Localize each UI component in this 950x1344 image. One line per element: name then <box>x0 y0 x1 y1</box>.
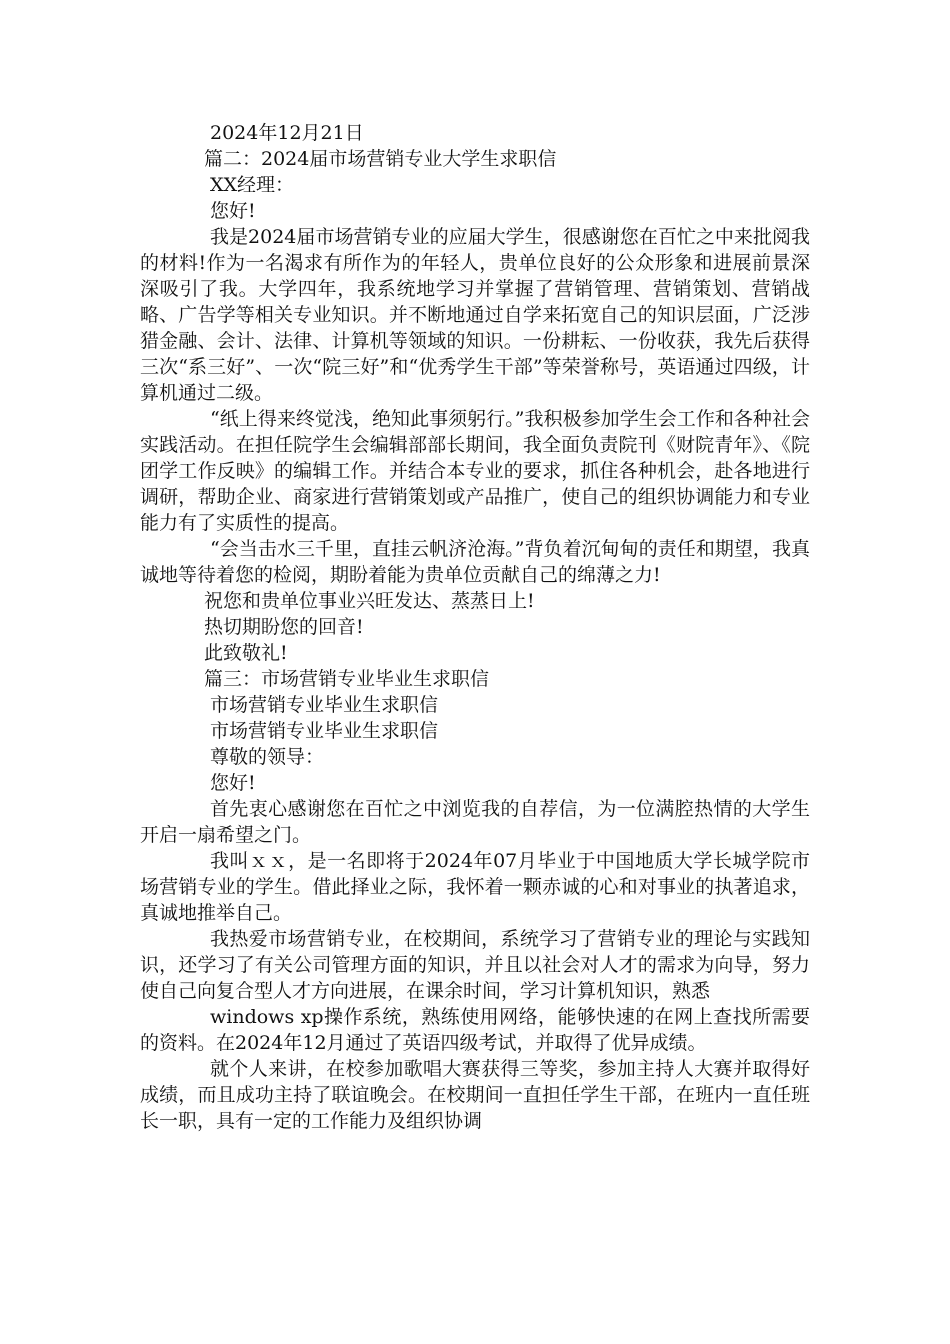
section2-salutation: XX经理： <box>210 174 295 196</box>
section3-title-1: 市场营销专业毕业生求职信 <box>210 694 439 716</box>
section2-paragraph-2: “纸上得来终觉浅，绝知此事须躬行。”我积极参加学生会工作和各种社会实践活动。在担任院学生会编辑部部长期间，我全面负责院刊《财院青年》、《院团学工作反映》的编辑工作。并结合本专业的要求，抓住各种机会，赴各地进行调研，帮助企业、商家进行营销策划或产品推广，使自己的组织协调能力和专业能力有了实质性的提高。 <box>140 408 810 534</box>
section3-salutation: 尊敬的领导： <box>210 746 325 768</box>
section3-paragraph-2: 我叫ｘｘ，是一名即将于2024年07月毕业于中国地质大学长城学院市场营销专业的学生。借此择业之际，我怀着一颗赤诚的心和对事业的执著追求，真诚地推举自己。 <box>140 850 810 924</box>
section2-heading: 篇二：2024届市场营销专业大学生求职信 <box>204 148 557 170</box>
section2-wish: 祝您和贵单位事业兴旺发达、蒸蒸日上! <box>204 590 535 612</box>
date-line: 2024年12月21日 <box>210 122 364 144</box>
document-body <box>140 120 810 1134</box>
section2-paragraph-3: “会当击水三千里，直挂云帆济沧海。”背负着沉甸甸的责任和期望，我真诚地等待着您的检阅，期盼着能为贵单位贡献自己的绵薄之力! <box>140 538 810 586</box>
section2-hope: 热切期盼您的回音! <box>204 616 364 638</box>
section3-greeting: 您好! <box>210 772 256 794</box>
section3-paragraph-4: windows xp操作系统，熟练使用网络，能够快速的在网上查找所需要的资料。在2024年12月通过了英语四级考试，并取得了优异成绩。 <box>140 1006 810 1054</box>
section3-paragraph-5: 就个人来讲，在校参加歌唱大赛获得三等奖，参加主持人大赛并取得好成绩，而且成功主持了联谊晚会。在校期间一直担任学生干部，在班内一直任班长一职，具有一定的工作能力及组织协调 <box>140 1058 810 1132</box>
section3-heading: 篇三：市场营销专业毕业生求职信 <box>204 668 490 690</box>
section2-greeting: 您好! <box>210 200 256 222</box>
section2-paragraph-1: 我是2024届市场营销专业的应届大学生，很感谢您在百忙之中来批阅我的材料!作为一名渴求有所作为的年轻人，贵单位良好的公众形象和进展前景深深吸引了我。大学四年，我系统地学习并掌握了营销管理、营销策划、营销战略、广告学等相关专业知识。并不断地通过自学来拓宽自己的知识层面，广泛涉猎金融、会计、法律、计算机等领域的知识。一份耕耘、一份收获，我先后获得三次“系三好”、一次“院三好”和“优秀学生干部”等荣誉称号，英语通过四级，计算机通过二级。 <box>140 226 810 404</box>
section3-paragraph-1: 首先衷心感谢您在百忙之中浏览我的自荐信，为一位满腔热情的大学生开启一扇希望之门。 <box>140 798 810 846</box>
section3-paragraph-3: 我热爱市场营销专业，在校期间，系统学习了营销专业的理论与实践知识，还学习了有关公司管理方面的知识，并且以社会对人才的需求为向导，努力使自己向复合型人才方向进展，在课余时间，学习计算机知识，熟悉 <box>140 928 810 1002</box>
section3-title-2: 市场营销专业毕业生求职信 <box>210 720 439 742</box>
section2-closing: 此致敬礼! <box>204 642 288 664</box>
